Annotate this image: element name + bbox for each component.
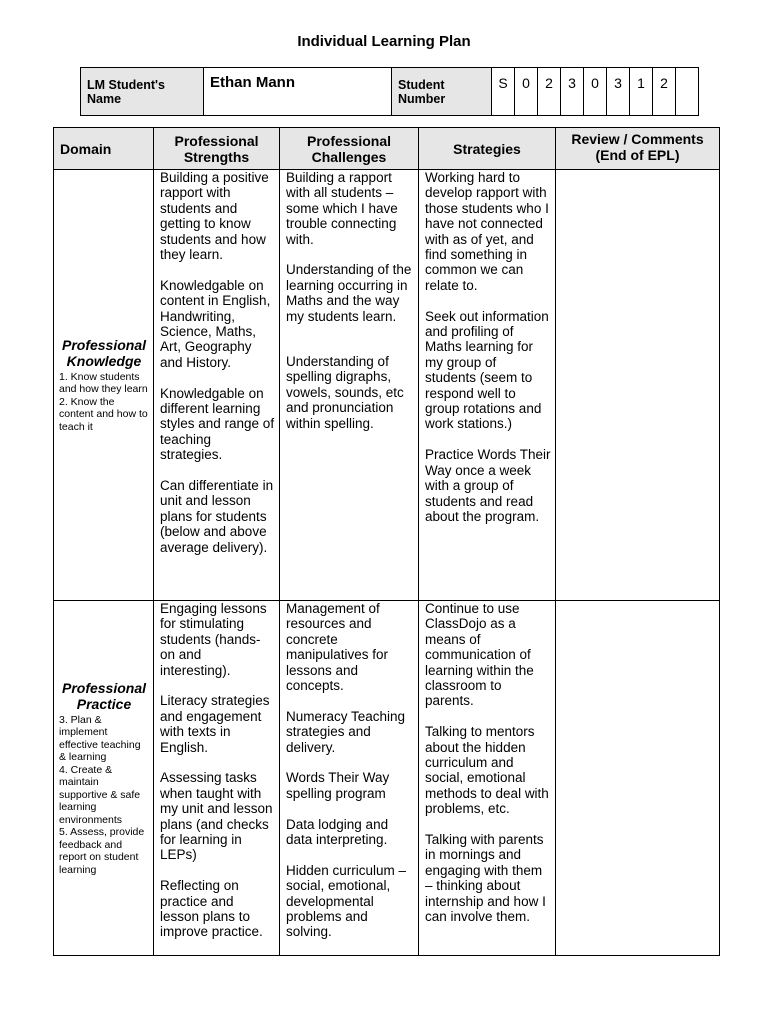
learning-plan-table <box>53 127 720 956</box>
challenge-entry: Understanding of spelling digraphs, vowels, sounds, etc and pronunciation within spelling. <box>286 354 404 431</box>
domain-standard: 2. Know the content and how to teach it <box>59 395 148 433</box>
domain-standard: 1. Know students and how they learn <box>59 370 148 396</box>
challenges-cell[interactable] <box>280 601 419 956</box>
challenge-entry: Understanding of the learning occurring in Maths and the way my students learn. <box>286 262 412 324</box>
challenges-header: Professional Challenges <box>280 128 419 170</box>
student-number-digit[interactable] <box>676 68 699 116</box>
review-cell[interactable] <box>556 601 720 956</box>
challenge-entry: Building a rapport with all students – some which I have trouble connecting with. <box>286 170 398 247</box>
challenge-entry: Data lodging and data interpreting. <box>286 816 389 848</box>
strengths-cell[interactable] <box>154 170 280 601</box>
strength-entry: Assessing tasks when taught with my unit and lesson plans (and checks for learning in LEPs) <box>160 770 273 863</box>
challenge-entry: Words Their Way spelling program <box>286 770 390 801</box>
student-number-digit[interactable]: 0 <box>584 68 607 116</box>
student-number-digit[interactable]: S <box>492 68 515 116</box>
domain-title: Professional Knowledge <box>61 336 147 369</box>
strategy-entry: Continue to use ClassDojo as a means of communication of learning within the classroom to parents. <box>425 601 534 709</box>
strengths-header: Professional Strengths <box>154 128 280 170</box>
table-row <box>54 601 720 956</box>
student-name-field[interactable]: Ethan Mann <box>204 68 392 116</box>
challenges-cell[interactable] <box>280 170 419 601</box>
student-number-digit[interactable]: 2 <box>653 68 676 116</box>
strength-entry: Can differentiate in unit and lesson plans for students (below and above average delivery). <box>160 478 274 555</box>
strength-entry: Knowledgable on content in English, Handwriting, Science, Maths, Art, Geography and History. <box>160 277 271 370</box>
header-row <box>54 128 720 170</box>
strategy-entry: Working hard to develop rapport with those students who I have not connected with as of yet, and find something in common we can relate to. <box>425 170 549 293</box>
student-number-digit[interactable]: 1 <box>630 68 653 116</box>
strategies-cell[interactable] <box>419 170 556 601</box>
domain-title: Professional Practice <box>61 679 147 712</box>
strength-entry: Engaging lessons for stimulating students (hands-on and interesting). <box>160 601 267 678</box>
strength-entry: Building a positive rapport with students and getting to know students and how they learn. <box>160 170 269 263</box>
strategy-entry: Practice Words Their Way once a week with a group of students and read about the program. <box>425 447 551 524</box>
review-header: Review / Comments (End of EPL) <box>556 128 720 170</box>
domain-standard: 4. Create & maintain supportive & safe learning environments <box>59 763 141 826</box>
review-cell[interactable] <box>556 170 720 601</box>
student-info-table <box>80 67 699 116</box>
domain-header: Domain <box>54 128 154 170</box>
student-number-digit[interactable]: 3 <box>561 68 584 116</box>
student-name-label: LM Student's Name <box>81 68 204 116</box>
strengths-cell[interactable] <box>154 601 280 956</box>
challenge-entry: Hidden curriculum – social, emotional, developmental problems and solving. <box>286 862 407 940</box>
student-number-digit[interactable]: 3 <box>607 68 630 116</box>
strategy-entry: Talking with parents in mornings and engaging with them – thinking about internship and how I can involve them. <box>425 832 546 925</box>
strength-entry: Literacy strategies and engagement with texts in English. <box>160 693 270 755</box>
student-number-label: Student Number <box>392 68 492 116</box>
strength-entry: Reflecting on practice and lesson plans to improve practice. <box>160 878 263 940</box>
domain-cell <box>54 601 154 956</box>
strategies-cell[interactable] <box>419 601 556 956</box>
domain-standard: 5. Assess, provide feedback and report on student learning <box>59 826 145 876</box>
challenge-entry: Numeracy Teaching strategies and delivery. <box>286 708 406 755</box>
strategy-entry: Talking to mentors about the hidden curriculum and social, emotional methods to deal with problems, etc. <box>425 724 549 817</box>
student-number-digit[interactable]: 2 <box>538 68 561 116</box>
table-row <box>54 170 720 601</box>
domain-standard: 3. Plan & implement effective teaching & learning <box>59 713 141 764</box>
domain-cell <box>54 170 154 601</box>
strategies-header: Strategies <box>419 128 556 170</box>
challenge-entry: Management of resources and concrete manipulatives for lessons and concepts. <box>286 601 389 694</box>
student-number-digit[interactable]: 0 <box>515 68 538 116</box>
strength-entry: Knowledgable on different learning styles and range of teaching strategies. <box>160 385 275 463</box>
page-title: Individual Learning Plan <box>297 33 471 50</box>
strategy-entry: Seek out information and profiling of Maths learning for my group of students (seem to respond well to group rotations and work stations.) <box>425 308 549 432</box>
